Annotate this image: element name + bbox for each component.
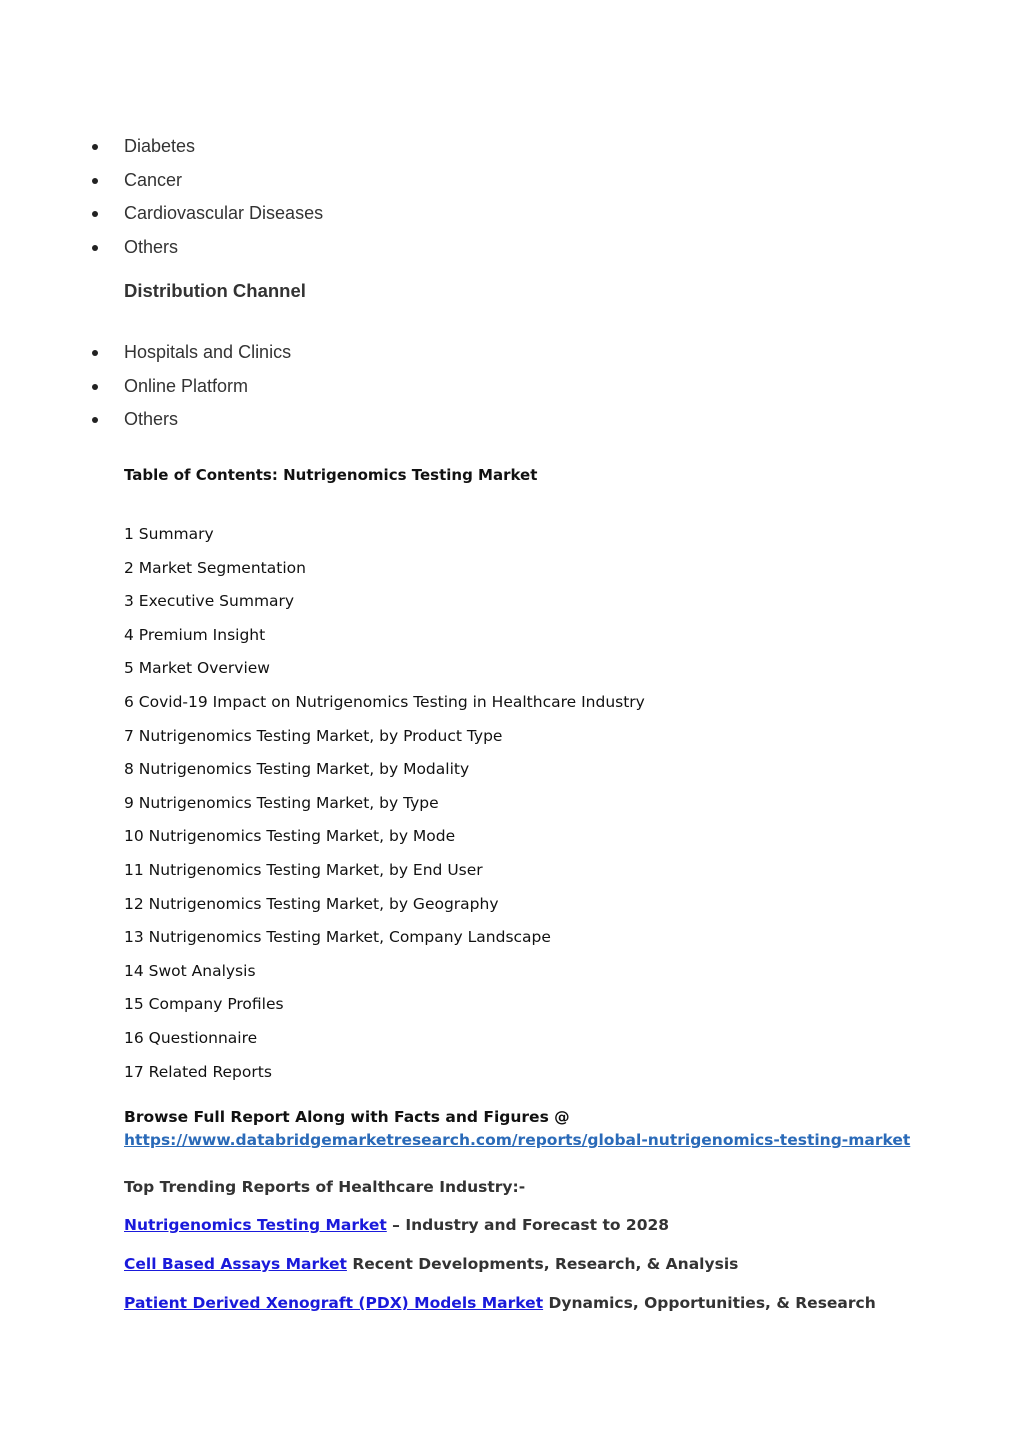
- document-page: Diabetes Cancer Cardiovascular Diseases Others Distribution Channel Hospitals and Clinics Online Platform Others Table of Contents: Nutrigenomics Testing Market 1 Summary 2 Market Segmentation 3 Executive Summary 4 Premium Insight 5 Market Overview 6 Covid-19 Impact on Nutrigenomics Testing in Healthcare Industry 7 Nutrigenomics Testing Market, by Product Type 8 Nutrigenomics Testing Market, by Modality 9 Nutrigenomics Testing Market, by Type 10 Nutrigenomics Testing Market, by Mode 11 Nutrigenomics Testing Market, by End User 12 Nutrigenomics Testing Market, by Geography 13 Nutrigenomics Testing Market, Company Landscape 14 Swot Analysis 15 Company Profiles 16 Questionnaire 17 Related Reports Browse Full Report Along with Facts and Figures @ https://www.databridgemarketresearch.com/reports/global-nutrigenomics-testing-market Top Trending Reports of Healthcare Industry:- Nutrigenomics Testing Market – Industry and Forecast to 2028 Cell Based Assays Market Recent Developments, Research, & Analysis Patient Derived Xenograft (PDX) Models Market Dynamics, Opportunities, & Research: [0, 0, 1023, 1448]
- toc-item: 12 Nutrigenomics Testing Market, by Geography: [124, 894, 499, 913]
- trending-reports-title: Top Trending Reports of Healthcare Industry:-: [124, 1178, 526, 1196]
- bullet-icon: [92, 245, 98, 251]
- trending-report-suffix: Recent Developments, Research, & Analysis: [346, 1255, 739, 1273]
- toc-item: 10 Nutrigenomics Testing Market, by Mode: [124, 827, 456, 846]
- trending-report-suffix: – Industry and Forecast to 2028: [386, 1216, 670, 1234]
- bullet-icon: [92, 178, 98, 184]
- browse-full-report: [124, 1106, 910, 1152]
- bullet-icon: [92, 350, 98, 356]
- trending-report-item: [124, 1216, 669, 1234]
- trending-report-link[interactable]: Nutrigenomics Testing Market: [124, 1216, 387, 1234]
- toc-item: 13 Nutrigenomics Testing Market, Company Landscape: [124, 928, 551, 947]
- bullet-icon: [92, 211, 98, 217]
- toc-item: 7 Nutrigenomics Testing Market, by Product Type: [124, 726, 503, 745]
- trending-report-item: [124, 1255, 738, 1273]
- bullet-icon: [92, 417, 98, 423]
- bullet-icon: [92, 144, 98, 150]
- toc-item: 2 Market Segmentation: [124, 558, 306, 577]
- trending-report-suffix: Dynamics, Opportunities, & Research: [543, 1294, 876, 1312]
- bullet-icon: [92, 384, 98, 390]
- toc-item: 4 Premium Insight: [124, 625, 266, 644]
- toc-item: 8 Nutrigenomics Testing Market, by Modality: [124, 760, 470, 779]
- toc-item: 5 Market Overview: [124, 659, 270, 678]
- distribution-channel-heading: Distribution Channel: [124, 280, 306, 301]
- toc-item: 11 Nutrigenomics Testing Market, by End User: [124, 860, 483, 879]
- toc-item: 9 Nutrigenomics Testing Market, by Type: [124, 793, 439, 812]
- trending-report-item: [124, 1294, 876, 1312]
- toc-item: 14 Swot Analysis: [124, 961, 256, 980]
- toc-item: 3 Executive Summary: [124, 592, 295, 611]
- toc-item: 1 Summary: [124, 525, 214, 543]
- trending-report-link[interactable]: Cell Based Assays Market: [124, 1255, 347, 1273]
- trending-report-link[interactable]: Patient Derived Xenograft (PDX) Models Market: [124, 1294, 544, 1312]
- toc-item: 6 Covid-19 Impact on Nutrigenomics Testing in Healthcare Industry: [124, 692, 645, 711]
- toc-item: 15 Company Profiles: [124, 995, 284, 1014]
- table-of-contents: [124, 522, 645, 1093]
- browse-label: Browse Full Report Along with Facts and Figures @: [124, 1108, 570, 1126]
- report-url-link[interactable]: https://www.databridgemarketresearch.com/reports/global-nutrigenomics-testing-market: [124, 1131, 911, 1149]
- toc-title: Table of Contents: Nutrigenomics Testing Market: [124, 466, 538, 484]
- toc-item: 17 Related Reports: [124, 1062, 272, 1081]
- toc-item: 16 Questionnaire: [124, 1028, 258, 1047]
